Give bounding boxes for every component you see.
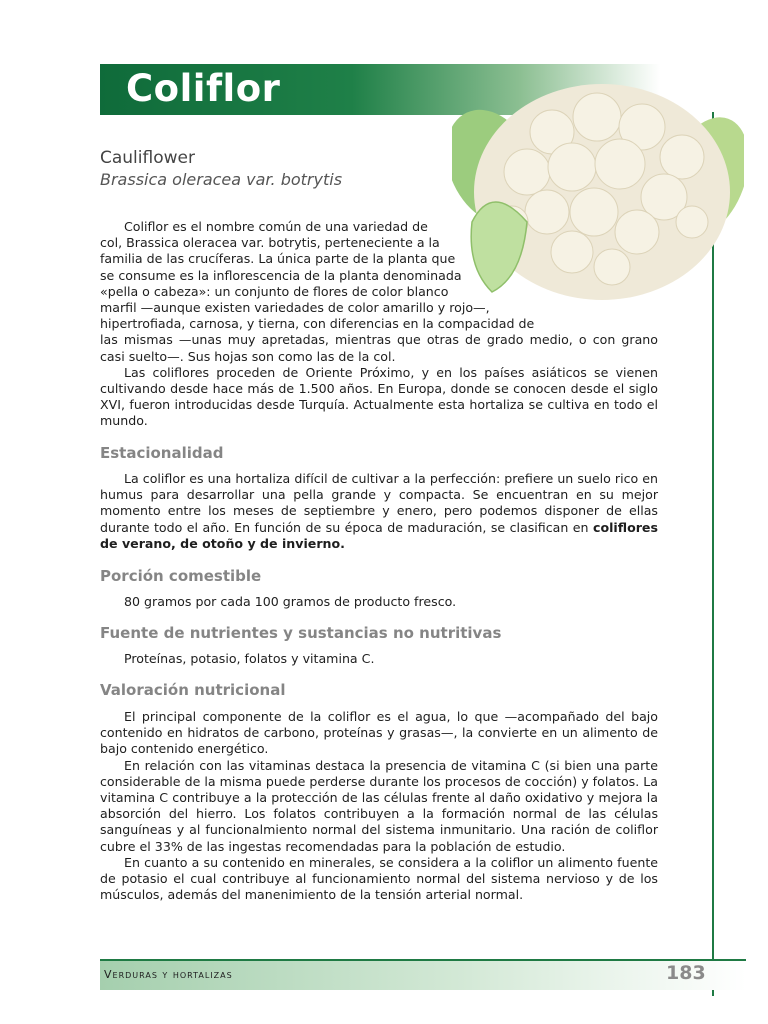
porcion-text: [100, 594, 658, 610]
section-heading-estacionalidad: Estacionalidad: [100, 444, 224, 462]
intro-line: familia de las crucíferas. La única parte de la planta que: [100, 251, 456, 267]
page-number: 183: [666, 962, 706, 984]
porcion-paragraph: 80 gramos por cada 100 gramos de producto fresco.: [124, 594, 457, 609]
section-heading-valoracion: Valoración nutricional: [100, 681, 286, 699]
intro-line: «pella o cabeza»: un conjunto de flores de color blanco: [100, 283, 449, 299]
scientific-name: Brassica oleracea var. botrytis: [100, 170, 343, 189]
footer-section-label: Verduras y hortalizas: [104, 968, 233, 981]
intro-line: marfil —aunque existen variedades de color amarillo y rojo—,: [100, 300, 490, 316]
estacionalidad-paragraph: La coliflor es una hortaliza difícil de cultivar a la perfección: prefiere un suelo rico en humus para desarrollar una pella grande y compacta. Se encuentran en su mejor momento entre los meses de septiembre y enero, pero podemos disponer de ellas durante todo el año. En función de su época de maduración, se clasifican en: [100, 471, 658, 535]
page-title: Coliflor: [126, 67, 281, 110]
estacionalidad-bold: coliflores de verano, de otoño y de invierno.: [100, 519, 658, 551]
fuente-text: [100, 651, 658, 667]
estacionalidad-text: [100, 471, 658, 552]
intro-line: hipertrofiada, carnosa, y tierna, con diferencias en la compacidad de: [100, 316, 535, 332]
section-heading-porcion: Porción comestible: [100, 567, 262, 585]
intro-continuation: las mismas —unas muy apretadas, mientras que otras de grado medio, o con grano casi suelto—. Sus hojas son como las de la col.: [100, 332, 658, 364]
common-name: Cauliflower: [100, 148, 195, 168]
fuente-paragraph: Proteínas, potasio, folatos y vitamina C.: [124, 651, 375, 666]
intro-text: [100, 219, 658, 430]
intro-line: se consume es la inflorescencia de la planta denominada: [100, 267, 462, 283]
plant-names: [100, 148, 342, 189]
valoracion-paragraph-2: En relación con las vitaminas destaca la presencia de vitamina C (si bien una parte considerable de la misma puede perderse durante los procesos de cocción) y folatos. La vitamina C contribuye a la protección de las células frente al daño oxidativo y mejora la absorción del hierro. Los folatos contribuyen a la formación normal de las células sanguíneas y al funcionalmiento normal del sistema inmunitario. Una ración de coliflor cubre el 33% de las ingestas recomendadas para la población de estudio.: [100, 757, 658, 854]
valoracion-paragraph-1: El principal componente de la coliflor es el agua, lo que —acompañado del bajo contenido en hidratos de carbono, proteínas y grasas—, la convierte en un alimento de bajo contenido energético.: [100, 709, 658, 757]
section-heading-fuente: Fuente de nutrientes y sustancias no nutritivas: [100, 624, 502, 642]
footer-rule: [100, 959, 746, 961]
valoracion-paragraph-3: En cuanto a su contenido en minerales, se considera a la coliflor un alimento fuente de potasio el cual contribuye al funcionamiento normal del sistema nervioso y de los músculos, además del manenimiento de la tensión arterial normal.: [100, 854, 658, 903]
intro-line: col, Brassica oleracea var. botrytis, perteneciente a la: [100, 235, 440, 251]
intro-line: Coliflor es el nombre común de una variedad de: [124, 219, 428, 234]
valoracion-text: [100, 709, 658, 903]
origin-paragraph: Las coliflores proceden de Oriente Próximo, y en los países asiáticos se vienen cultivando desde hace más de 1.500 años. En Europa, donde se conocen desde el siglo XVI, fueron introducidas desde Turquía. Actualmente esta hortaliza se cultiva en todo el mundo.: [100, 364, 658, 429]
